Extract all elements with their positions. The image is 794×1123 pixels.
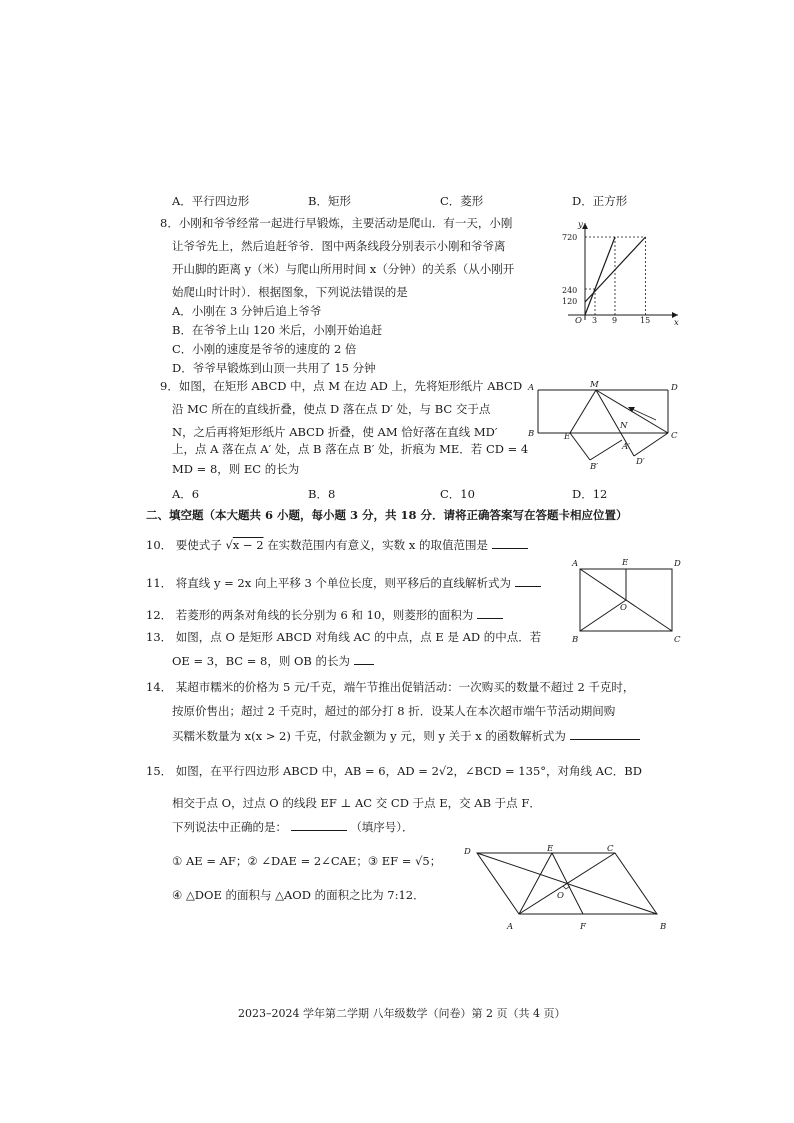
q9-label-b-prime: B′ bbox=[590, 462, 599, 472]
page-footer: 2023–2024 学年第二学期 八年级数学（问卷）第 2 页（共 4 页） bbox=[238, 1007, 566, 1020]
q9-line-3: N，之后再将矩形纸片 ABCD 折叠，使 AM 恰好落在直线 MD′ bbox=[172, 425, 498, 439]
q9-label-d-prime: D′ bbox=[636, 457, 645, 467]
q8-option-b: B．在爷爷上山 120 米后，小刚开始追赶 bbox=[172, 323, 383, 337]
q7-option-d: D．正方形 bbox=[572, 194, 628, 208]
q12-answer-blank[interactable] bbox=[477, 618, 503, 619]
q9-option-c: C．10 bbox=[440, 487, 475, 501]
q15-label-c: C bbox=[607, 844, 614, 854]
q9-label-b: B bbox=[528, 429, 535, 439]
q15-label-a: A bbox=[507, 922, 514, 932]
q15-line-1: 15． 如图，在平行四边形 ABCD 中，AB = 6，AD = 2√2，∠BCD = 135°，对角线 AC．BD bbox=[146, 764, 642, 778]
q9-line-5: MD = 8，则 EC 的长为 bbox=[172, 462, 300, 476]
q14-line-1: 14． 某超市糯米的价格为 5 元/千克，端午节推出促销活动：一次购买的数量不超过 2 千克时， bbox=[146, 680, 635, 694]
q15-line-3 bbox=[172, 822, 414, 834]
q8-line-4: 始爬山时计时）．根据图象，下列说法错误的是 bbox=[172, 285, 408, 299]
q13-label-e: E bbox=[622, 558, 629, 568]
q10-radical: √x − 2 bbox=[225, 538, 264, 552]
q8-graph-x-label: x bbox=[674, 318, 679, 325]
q13-line-1: 13． 如图，点 O 是矩形 ABCD 对角线 AC 的中点，点 E 是 AD 的中点．若 bbox=[146, 630, 542, 644]
q11-answer-blank[interactable] bbox=[515, 586, 541, 587]
q9-label-n: N bbox=[620, 421, 628, 431]
question-11 bbox=[146, 578, 541, 590]
q10-suffix: 在实数范围内有意义，实数 x 的取值范围是 bbox=[267, 538, 488, 552]
q9-option-b: B．8 bbox=[308, 487, 336, 501]
q8-option-a: A．小刚在 3 分钟后追上爷爷 bbox=[172, 304, 322, 318]
q9-line-4: 上，点 A 落在点 A′ 处，点 B 落在点 B′ 处，折痕为 ME．若 CD = 4 bbox=[172, 442, 529, 456]
q14-line-3-text: 买糯米数量为 x(x > 2) 千克，付款金额为 y 元，则 y 关于 x 的函数解析式为 bbox=[172, 729, 566, 743]
q9-folded-rectangle-figure bbox=[524, 378, 684, 473]
q14-line-2: 按原价售出；超过 2 千克时，超过的部分打 8 折．设某人在本次超市端午节活动期间购 bbox=[172, 704, 616, 718]
q8-option-c: C．小刚的速度是爷爷的速度的 2 倍 bbox=[172, 342, 357, 356]
q13-label-a: A bbox=[572, 559, 579, 569]
q15-answer-blank[interactable] bbox=[291, 830, 347, 831]
q13-label-o: O bbox=[620, 603, 627, 613]
q9-label-a-prime: A′ bbox=[622, 442, 631, 452]
q8-distance-time-graph bbox=[548, 215, 683, 325]
q13-line-2-text: OE = 3，BC = 8，则 OB 的长为 bbox=[172, 654, 351, 668]
q8-graph-origin: O bbox=[575, 316, 582, 325]
question-10 bbox=[146, 540, 528, 552]
q15-line-3-suffix: （填序号）． bbox=[350, 820, 414, 834]
q8-graph-x-tick-15: 15 bbox=[640, 316, 651, 325]
q9-label-e: E bbox=[564, 432, 571, 442]
q14-line-3 bbox=[172, 731, 640, 743]
q8-line-2: 让爷爷先上，然后追赶爷爷．图中两条线段分别表示小刚和爷爷离 bbox=[172, 239, 506, 253]
q8-graph-y-tick-120: 120 bbox=[562, 297, 578, 306]
q10-radicand: x − 2 bbox=[232, 538, 264, 552]
q9-option-d: D．12 bbox=[572, 487, 608, 501]
q9-line-2: 沿 MC 所在的直线折叠，使点 D 落在点 D′ 处，与 BC 交于点 bbox=[172, 402, 491, 416]
q13-answer-blank[interactable] bbox=[354, 664, 374, 665]
q8-graph-y-tick-720: 720 bbox=[562, 233, 578, 242]
q8-graph-x-tick-9: 9 bbox=[612, 316, 618, 325]
q9-label-a: A bbox=[528, 383, 535, 393]
q13-label-c: C bbox=[674, 635, 681, 645]
q15-line-2: 相交于点 O，过点 O 的线段 EF ⊥ AC 交 CD 于点 E，交 AB 于点 F． bbox=[172, 796, 541, 810]
q15-label-b: B bbox=[660, 922, 667, 932]
q10-prefix: 10． 要使式子 bbox=[146, 538, 222, 552]
question-12 bbox=[146, 610, 503, 622]
q9-label-c: C bbox=[671, 431, 678, 441]
q15-statement-1: ① AE = AF；② ∠DAE = 2∠CAE；③ EF = √5； bbox=[172, 854, 442, 868]
q8-graph-x-tick-3: 3 bbox=[592, 316, 598, 325]
q11-text: 11． 将直线 y = 2x 向上平移 3 个单位长度，则平移后的直线解析式为 bbox=[146, 576, 511, 590]
q9-option-a: A．6 bbox=[172, 487, 200, 501]
q15-parallelogram-figure bbox=[460, 842, 680, 934]
q9-label-d: D bbox=[671, 383, 678, 393]
q15-line-3-prefix: 下列说法中正确的是： bbox=[172, 820, 287, 834]
q15-label-d: D bbox=[464, 847, 471, 857]
q7-option-a: A．平行四边形 bbox=[172, 194, 250, 208]
q12-text: 12． 若菱形的两条对角线的长分别为 6 和 10，则菱形的面积为 bbox=[146, 608, 474, 622]
q10-answer-blank[interactable] bbox=[492, 548, 528, 549]
q9-line-1: 9．如图，在矩形 ABCD 中，点 M 在边 AD 上，先将矩形纸片 ABCD bbox=[160, 379, 523, 393]
section-2-heading: 二、填空题（本大题共 6 小题，每小题 3 分，共 18 分．请将正确答案写在答题卡相应位置） bbox=[146, 508, 628, 522]
q15-label-o: O bbox=[557, 891, 564, 901]
q13-rectangle-figure bbox=[570, 556, 682, 646]
q9-label-m: M bbox=[590, 380, 599, 390]
q8-option-d: D．爷爷早锻炼到山顶一共用了 15 分钟 bbox=[172, 361, 376, 375]
q8-line-1: 8．小刚和爷爷经常一起进行早锻炼，主要活动是爬山．有一天，小刚 bbox=[160, 216, 513, 230]
q7-option-c: C．菱形 bbox=[440, 194, 484, 208]
q15-label-f: F bbox=[580, 922, 586, 932]
q13-label-d: D bbox=[674, 559, 681, 569]
q15-label-e: E bbox=[547, 844, 554, 854]
q14-answer-blank[interactable] bbox=[570, 739, 640, 740]
q15-statement-2: ④ △DOE 的面积与 △AOD 的面积之比为 7:12． bbox=[172, 888, 425, 902]
q8-line-3: 开山脚的距离 y（米）与爬山所用时间 x（分钟）的关系（从小刚开 bbox=[172, 262, 515, 276]
q8-graph-y-tick-240: 240 bbox=[562, 286, 578, 295]
q8-graph-y-label: y bbox=[578, 220, 583, 230]
q7-option-b: B．矩形 bbox=[308, 194, 351, 208]
q13-line-2 bbox=[172, 656, 374, 668]
q13-label-b: B bbox=[572, 635, 579, 645]
